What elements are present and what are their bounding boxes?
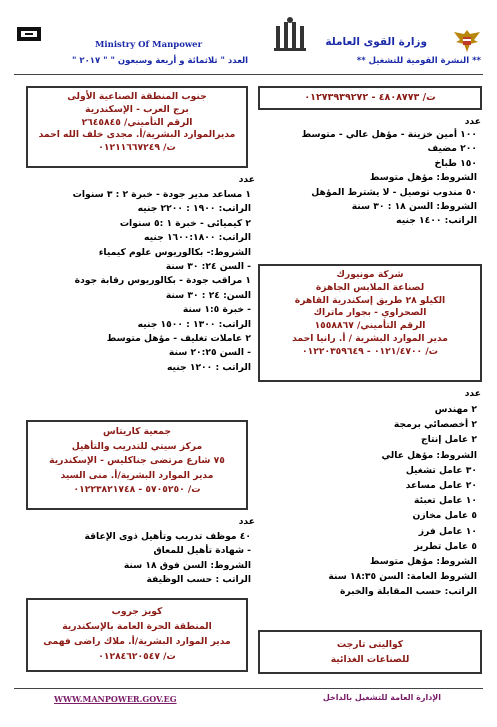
website-link[interactable]: WWW.MANPOWER.GOV.EG [54, 694, 177, 704]
company-box-caritas [26, 420, 248, 510]
job-line: ٢ عامل إنتاج [420, 434, 477, 446]
eagle-emblem-icon [452, 28, 482, 54]
company-line: جنوب المنطقة الصناعية الأولى [67, 91, 207, 102]
company-line: مدير الموارد البشرية/أ. منى السيد [60, 469, 214, 481]
company-line: مديرالموارد البشرية/أ. مجدى خلف الله احمد [38, 129, 236, 141]
company-line: ت/ ٠١٢١١٦٦٧٢٤٩ [98, 142, 176, 154]
company-line: مدير الموارد البشرية / أ. رانيا احمد [292, 332, 448, 344]
job-line: الشروط:- بكالوريوس علوم كيمياء [98, 246, 251, 258]
job-line: الشروط: السن فوق ١٨ سنة [123, 559, 251, 571]
company-line: شركة مونيورك [336, 269, 404, 280]
company-line: مركز سيتي للتدريب والتأهيل [71, 440, 203, 452]
company-line: ت/ ٥٧٠٥٢٥٠ - ٠١٢٢٣٨٢١٧٤٨ [73, 484, 201, 495]
company-line: الرقم التأميني/ ٢٦٤٥٨٤٥ [81, 116, 193, 128]
company-line: للصناعات الغذائية [330, 654, 410, 665]
job-line: ٢ أخصصائي برمجة [393, 419, 477, 431]
job-line: - السن ٢٠:٢٥ سنة [168, 347, 251, 359]
company-box-qiz-group [26, 598, 248, 672]
job-line: ١٠ عامل تعبئة [414, 495, 477, 507]
job-line: ٤٠ موظف تدريب وتأهيل ذوى الإعاقة [84, 531, 251, 542]
job-line: ٢ عاملات تغليف - مؤهل متوسط [106, 333, 251, 345]
company-line: مدير الموارد البشرية/أ. ملاك راضى فهمى [43, 636, 231, 647]
footer-divider [14, 688, 483, 689]
company-line: كويز جروب [111, 606, 163, 617]
job-line: - خبرة ١:٥ سنة [182, 304, 251, 316]
ministry-name-ar: وزارة القوى العاملة [325, 36, 427, 48]
job-line: الشروط: مؤهل متوسط [369, 556, 477, 568]
job-line: الراتب: ١٣٠٠ : ١٥٠٠ جنيه [137, 318, 251, 330]
page-header [0, 0, 497, 80]
company-line: لصناعة الملابس الجاهزة [315, 281, 425, 293]
job-line: الشروط: مؤهل عالي [381, 449, 477, 461]
job-line: ١ مساعد مدير جودة - خبرة ٢ : ٣ سنوات [72, 189, 251, 200]
count-label: عدد [464, 388, 481, 399]
job-line: ١ مراقب جودة - بكالوريوس رقابة جودة [74, 275, 251, 287]
job-line: ٢ مهندس [434, 404, 477, 415]
job-list-right-2 [252, 402, 477, 600]
job-line: الراتب: ١٩٠٠ : ٢٢٠٠ جنيه [137, 203, 251, 215]
phone-box: ت/ ٤٨٠٨٧٧٣ - ٠١٢٧٣٩٣٩٢٧٢ [258, 86, 482, 110]
job-line: الراتب: ١٦٠٠:١٨٠٠ جنيه [144, 232, 251, 244]
header-divider [14, 74, 483, 75]
job-list-left-1 [31, 188, 251, 375]
flag-icon [16, 25, 42, 43]
company-box-moniork [258, 264, 482, 382]
job-line: الشروط العامة: السن ١٨:٣٥ سنة [328, 571, 477, 583]
job-line: ٥ عامل مخازن [412, 510, 477, 522]
company-line: الكيلو ٢٨ طريق إسكندرية القاهرة [294, 294, 446, 306]
job-line: الراتب: حسب المقابلة والخبرة [339, 586, 477, 598]
department-name: الإدارة العامة للتشغيل بالداخل [322, 693, 441, 702]
company-line: جمعية كاريتاس [103, 426, 171, 437]
job-line: ٥٠ مندوب توصيل - لا يشترط المؤهل [311, 186, 477, 198]
job-line: ٥ عامل تطريز [414, 540, 477, 552]
job-line: ٣٠ عامل تشغيل [405, 464, 477, 476]
company-line: المنطقة الحرة العامة بالإسكندرية [62, 621, 212, 632]
job-line: الشروط: السن ١٨ : ٣٠ سنة [351, 201, 477, 213]
company-box-borg-el-arab [26, 86, 248, 168]
company-line: الرقم التأميني/ ١٥٥٨٨٦٧ [314, 320, 426, 332]
job-line: - السن ٢٤: ٣٠ سنة [165, 261, 251, 273]
job-line: الراتب : حسب الوظيفة [146, 574, 251, 586]
job-line: ٢٠٠ مضيف [427, 143, 477, 155]
company-line: برج العرب - الإسكندرية [85, 103, 189, 115]
bulletin-title: ** النشرة القومية للتشغيل ** [356, 56, 481, 66]
job-line: ١٥٠ طباخ [434, 157, 477, 169]
issue-number: العدد " ثلاثمائة و أربعة وسبعون " " ٢٠١٧ " [72, 56, 249, 66]
job-line: ٢٠ عامل مساعد [405, 480, 477, 492]
company-line: الصحراوي - بجوار ماتراك [313, 307, 427, 319]
job-line: السن: ٢٤ : ٣٠ سنة [165, 289, 251, 301]
count-label: عدد [464, 116, 481, 127]
job-line: الراتب: ١٤٠٠ جنيه [396, 215, 477, 227]
job-line: ١٠ عامل فرز [418, 525, 477, 537]
job-line: - شهادة تأهيل للمعاق [153, 545, 251, 557]
count-label: عدد [238, 174, 255, 185]
company-line: كواليتى تارجت [336, 639, 404, 650]
company-line: ت/ ٠١٢٨٤٦٢٠٥٤٧ [98, 651, 176, 662]
job-list-left-2 [31, 530, 251, 588]
company-line: ت/ ٠١٢١/٤٧٠٠ - ٠١٢٢٠٣٥٩٦٤٩ [302, 345, 438, 357]
job-line: الشروط: مؤهل متوسط [369, 172, 477, 184]
job-list-right-1 [252, 128, 477, 229]
job-line: ٢ كيميائى - خبرة ١ :٥ سنوات [119, 217, 251, 229]
company-box-quality-target [258, 630, 482, 674]
job-line: ١٠٠ أمين خزينة - مؤهل عالي - متوسط [301, 129, 477, 140]
ministry-name-en: Ministry Of Manpower [95, 40, 203, 50]
job-line: الراتب : ١٢٠٠ جنيه [166, 361, 251, 373]
company-line: ٧٥ شارع مرتضى جناكليس - الإسكندرية [49, 455, 225, 466]
ministry-logo-icon [270, 16, 310, 56]
count-label: عدد [238, 516, 255, 527]
